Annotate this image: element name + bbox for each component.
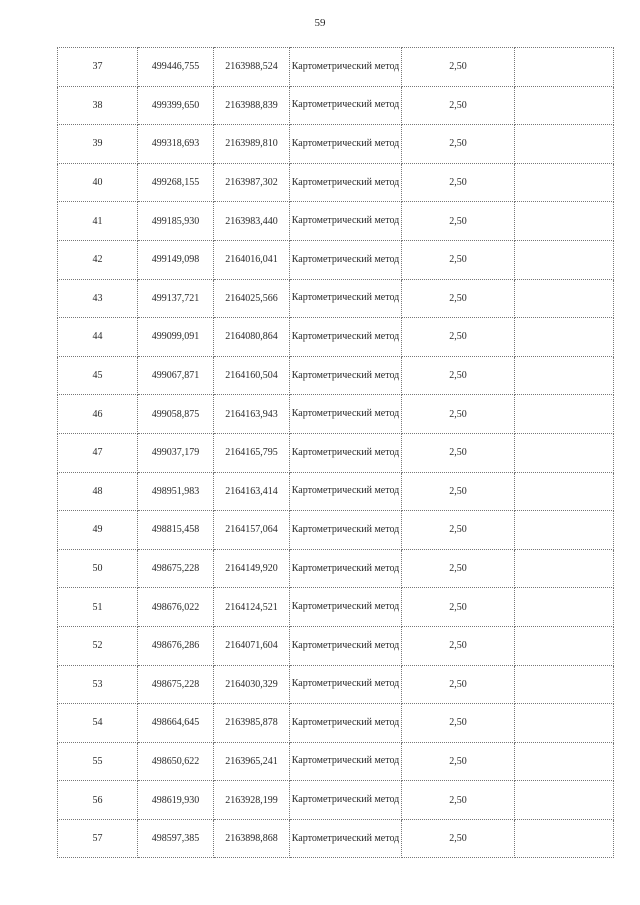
y-coordinate-cell: 2164124,521 <box>214 588 290 627</box>
y-coordinate-cell: 2164025,566 <box>214 279 290 318</box>
x-coordinate-cell: 499149,098 <box>138 240 214 279</box>
x-coordinate-cell: 498675,228 <box>138 665 214 704</box>
table-row <box>58 356 614 395</box>
point-number-cell: 50 <box>58 549 138 588</box>
method-cell: Картометрический метод <box>290 588 402 627</box>
accuracy-cell: 2,50 <box>402 279 515 318</box>
x-coordinate-cell: 498664,645 <box>138 704 214 743</box>
method-cell: Картометрический метод <box>290 433 402 472</box>
note-cell <box>515 549 614 588</box>
table-row <box>58 704 614 743</box>
y-coordinate-cell: 2164163,943 <box>214 395 290 434</box>
y-coordinate-cell: 2164149,920 <box>214 549 290 588</box>
point-number-cell: 48 <box>58 472 138 511</box>
note-cell <box>515 704 614 743</box>
x-coordinate-cell: 498815,458 <box>138 511 214 550</box>
note-cell <box>515 318 614 357</box>
accuracy-cell: 2,50 <box>402 704 515 743</box>
table-row <box>58 279 614 318</box>
method-cell: Картометрический метод <box>290 202 402 241</box>
note-cell <box>515 202 614 241</box>
method-cell: Картометрический метод <box>290 48 402 87</box>
note-cell <box>515 240 614 279</box>
table-row <box>58 318 614 357</box>
x-coordinate-cell: 499185,930 <box>138 202 214 241</box>
method-cell: Картометрический метод <box>290 742 402 781</box>
table-row <box>58 742 614 781</box>
y-coordinate-cell: 2163965,241 <box>214 742 290 781</box>
accuracy-cell: 2,50 <box>402 588 515 627</box>
y-coordinate-cell: 2163988,839 <box>214 86 290 125</box>
x-coordinate-cell: 499099,091 <box>138 318 214 357</box>
page-number: 59 <box>314 17 326 29</box>
accuracy-cell: 2,50 <box>402 86 515 125</box>
table-body <box>58 48 614 858</box>
point-number-cell: 38 <box>58 86 138 125</box>
point-number-cell: 53 <box>58 665 138 704</box>
point-number-cell: 54 <box>58 704 138 743</box>
y-coordinate-cell: 2163898,868 <box>214 819 290 858</box>
note-cell <box>515 626 614 665</box>
point-number-cell: 52 <box>58 626 138 665</box>
method-cell: Картометрический метод <box>290 240 402 279</box>
y-coordinate-cell: 2164016,041 <box>214 240 290 279</box>
table-row <box>58 511 614 550</box>
table-row <box>58 588 614 627</box>
accuracy-cell: 2,50 <box>402 395 515 434</box>
method-cell: Картометрический метод <box>290 163 402 202</box>
coordinates-table <box>57 47 614 858</box>
accuracy-cell: 2,50 <box>402 356 515 395</box>
point-number-cell: 42 <box>58 240 138 279</box>
y-coordinate-cell: 2163928,199 <box>214 781 290 820</box>
point-number-cell: 45 <box>58 356 138 395</box>
point-number-cell: 47 <box>58 433 138 472</box>
table-row <box>58 433 614 472</box>
point-number-cell: 39 <box>58 125 138 164</box>
point-number-cell: 37 <box>58 48 138 87</box>
accuracy-cell: 2,50 <box>402 549 515 588</box>
y-coordinate-cell: 2163985,878 <box>214 704 290 743</box>
table-row <box>58 125 614 164</box>
table-row <box>58 549 614 588</box>
table-row <box>58 48 614 87</box>
method-cell: Картометрический метод <box>290 704 402 743</box>
accuracy-cell: 2,50 <box>402 202 515 241</box>
y-coordinate-cell: 2164080,864 <box>214 318 290 357</box>
table-row <box>58 626 614 665</box>
x-coordinate-cell: 498675,228 <box>138 549 214 588</box>
note-cell <box>515 163 614 202</box>
accuracy-cell: 2,50 <box>402 433 515 472</box>
method-cell: Картометрический метод <box>290 318 402 357</box>
x-coordinate-cell: 498676,022 <box>138 588 214 627</box>
note-cell <box>515 819 614 858</box>
method-cell: Картометрический метод <box>290 819 402 858</box>
point-number-cell: 57 <box>58 819 138 858</box>
point-number-cell: 46 <box>58 395 138 434</box>
x-coordinate-cell: 499318,693 <box>138 125 214 164</box>
table-row <box>58 395 614 434</box>
note-cell <box>515 356 614 395</box>
accuracy-cell: 2,50 <box>402 48 515 87</box>
table-row <box>58 86 614 125</box>
y-coordinate-cell: 2164157,064 <box>214 511 290 550</box>
y-coordinate-cell: 2163987,302 <box>214 163 290 202</box>
table-row <box>58 819 614 858</box>
note-cell <box>515 781 614 820</box>
note-cell <box>515 395 614 434</box>
accuracy-cell: 2,50 <box>402 511 515 550</box>
x-coordinate-cell: 499268,155 <box>138 163 214 202</box>
x-coordinate-cell: 498619,930 <box>138 781 214 820</box>
y-coordinate-cell: 2164030,329 <box>214 665 290 704</box>
accuracy-cell: 2,50 <box>402 626 515 665</box>
y-coordinate-cell: 2164163,414 <box>214 472 290 511</box>
note-cell <box>515 125 614 164</box>
method-cell: Картометрический метод <box>290 395 402 434</box>
method-cell: Картометрический метод <box>290 279 402 318</box>
note-cell <box>515 665 614 704</box>
accuracy-cell: 2,50 <box>402 742 515 781</box>
note-cell <box>515 279 614 318</box>
note-cell <box>515 48 614 87</box>
point-number-cell: 49 <box>58 511 138 550</box>
x-coordinate-cell: 499037,179 <box>138 433 214 472</box>
method-cell: Картометрический метод <box>290 626 402 665</box>
method-cell: Картометрический метод <box>290 356 402 395</box>
y-coordinate-cell: 2164071,604 <box>214 626 290 665</box>
table-row <box>58 202 614 241</box>
accuracy-cell: 2,50 <box>402 240 515 279</box>
point-number-cell: 43 <box>58 279 138 318</box>
method-cell: Картометрический метод <box>290 549 402 588</box>
table-row <box>58 472 614 511</box>
note-cell <box>515 588 614 627</box>
accuracy-cell: 2,50 <box>402 665 515 704</box>
note-cell <box>515 472 614 511</box>
accuracy-cell: 2,50 <box>402 781 515 820</box>
table-row <box>58 665 614 704</box>
x-coordinate-cell: 499137,721 <box>138 279 214 318</box>
note-cell <box>515 433 614 472</box>
point-number-cell: 41 <box>58 202 138 241</box>
accuracy-cell: 2,50 <box>402 819 515 858</box>
point-number-cell: 51 <box>58 588 138 627</box>
point-number-cell: 44 <box>58 318 138 357</box>
x-coordinate-cell: 498676,286 <box>138 626 214 665</box>
note-cell <box>515 86 614 125</box>
y-coordinate-cell: 2163983,440 <box>214 202 290 241</box>
y-coordinate-cell: 2163989,810 <box>214 125 290 164</box>
table-row <box>58 163 614 202</box>
note-cell <box>515 742 614 781</box>
method-cell: Картометрический метод <box>290 125 402 164</box>
accuracy-cell: 2,50 <box>402 318 515 357</box>
method-cell: Картометрический метод <box>290 665 402 704</box>
accuracy-cell: 2,50 <box>402 125 515 164</box>
point-number-cell: 56 <box>58 781 138 820</box>
method-cell: Картометрический метод <box>290 781 402 820</box>
note-cell <box>515 511 614 550</box>
x-coordinate-cell: 498951,983 <box>138 472 214 511</box>
point-number-cell: 55 <box>58 742 138 781</box>
accuracy-cell: 2,50 <box>402 163 515 202</box>
y-coordinate-cell: 2164165,795 <box>214 433 290 472</box>
x-coordinate-cell: 498597,385 <box>138 819 214 858</box>
method-cell: Картометрический метод <box>290 472 402 511</box>
x-coordinate-cell: 499399,650 <box>138 86 214 125</box>
y-coordinate-cell: 2163988,524 <box>214 48 290 87</box>
method-cell: Картометрический метод <box>290 86 402 125</box>
method-cell: Картометрический метод <box>290 511 402 550</box>
table-row <box>58 240 614 279</box>
x-coordinate-cell: 499058,875 <box>138 395 214 434</box>
y-coordinate-cell: 2164160,504 <box>214 356 290 395</box>
accuracy-cell: 2,50 <box>402 472 515 511</box>
x-coordinate-cell: 499067,871 <box>138 356 214 395</box>
table-row <box>58 781 614 820</box>
point-number-cell: 40 <box>58 163 138 202</box>
x-coordinate-cell: 499446,755 <box>138 48 214 87</box>
x-coordinate-cell: 498650,622 <box>138 742 214 781</box>
